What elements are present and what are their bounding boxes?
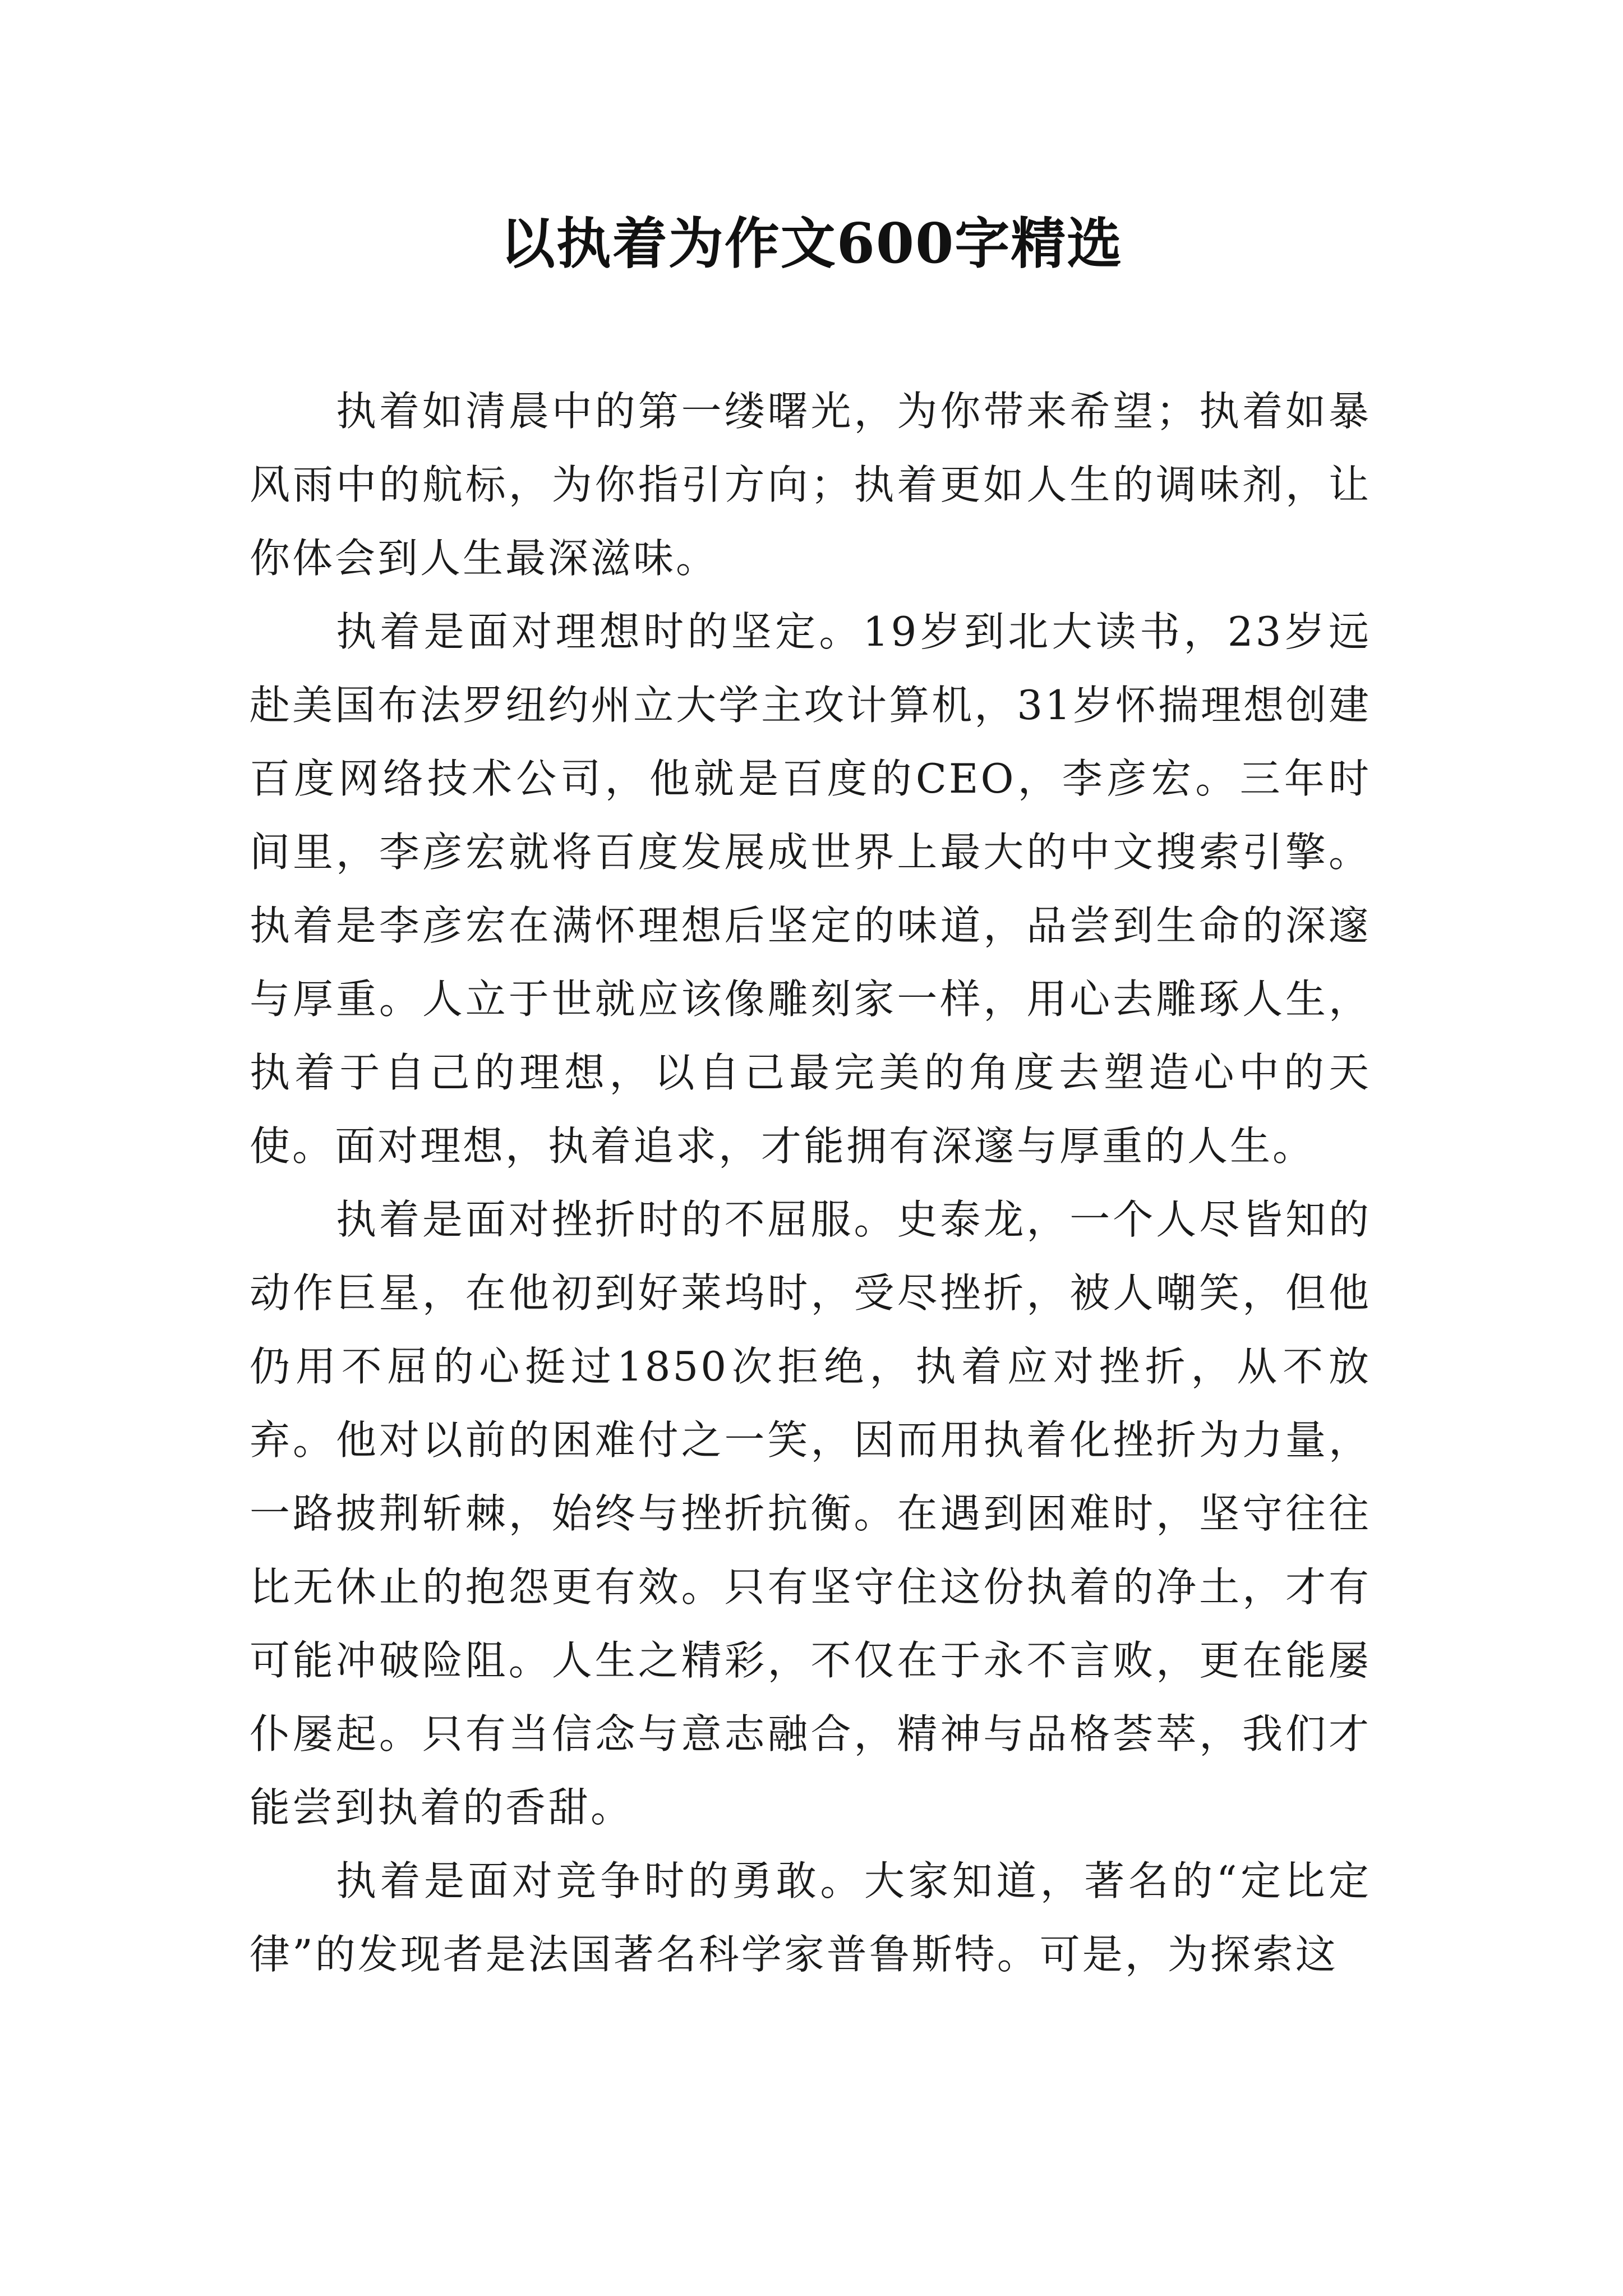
paragraph: 执着是面对竞争时的勇敢。大家知道，著名的“定比定律”的发现者是法国著名科学家普鲁斯特。可是，为探索这 bbox=[250, 1857, 1371, 1978]
paragraph: 执着如清晨中的第一缕曙光，为你带来希望；执着如暴风雨中的航标，为你指引方向；执着更如人生的调味剂，让你体会到人生最深滋味。 bbox=[250, 388, 1371, 582]
document-title: 以执着为作文600字精选 bbox=[500, 211, 1123, 276]
paragraph: 执着是面对理想时的坚定。19岁到北大读书，23岁远赴美国布法罗纽约州立大学主攻计算机，31岁怀揣理想创建百度网络技术公司，他就是百度的CEO，李彦宏。三年时间里，李彦宏就将百度发展成世界上最大的中文搜索引擎。执着是李彦宏在满怀理想后坚定的味道，品尝到生命的深邃与厚重。人立于世就应该像雕刻家一样，用心去雕琢人生，执着于自己的理想，以自己最完美的角度去塑造心中的天使。面对理想，执着追求，才能拥有深邃与厚重的人生。 bbox=[250, 608, 1371, 1170]
document-body bbox=[250, 375, 1371, 1991]
paragraph: 执着是面对挫折时的不屈服。史泰龙，一个人尽皆知的动作巨星，在他初到好莱坞时，受尽挫折，被人嘲笑，但他仍用不屈的心挺过1850次拒绝，执着应对挫折，从不放弃。他对以前的困难付之一笑，因而用执着化挫折为力量，一路披荆斩棘，始终与挫折抗衡。在遇到困难时，坚守往往比无休止的抱怨更有效。只有坚守住这份执着的净土，才有可能冲破险阻。人生之精彩，不仅在于永不言败，更在能屡仆屡起。只有当信念与意志融合，精神与品格荟萃，我们才能尝到执着的香甜。 bbox=[250, 1196, 1371, 1831]
